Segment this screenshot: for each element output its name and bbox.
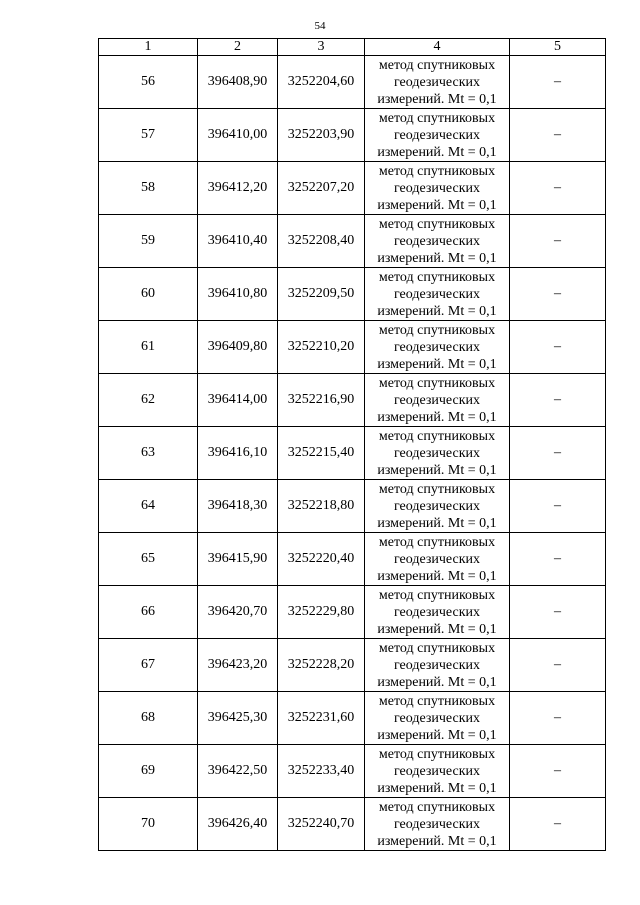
x-coordinate-cell: 396425,30 [198,692,278,745]
method-cell [365,109,510,162]
y-coordinate-cell: 3252208,40 [278,215,365,268]
coordinates-table [98,38,606,851]
x-coordinate-cell: 396415,90 [198,533,278,586]
method-cell [365,215,510,268]
point-number-cell: 64 [99,480,198,533]
table-row [99,745,606,798]
x-coordinate-cell: 396418,30 [198,480,278,533]
method-line: измерений. Mt = 0,1 [377,674,497,690]
point-number-cell: 63 [99,427,198,480]
method-line: измерений. Mt = 0,1 [377,250,497,266]
point-number-cell: 60 [99,268,198,321]
table-row [99,374,606,427]
method-cell [365,321,510,374]
y-coordinate-cell: 3252228,20 [278,639,365,692]
column-5-cell: – [510,109,606,162]
method-line: метод спутниковых [378,322,496,338]
x-coordinate-cell: 396426,40 [198,798,278,851]
header-cell-3: 3 [278,39,365,56]
method-line: измерений. Mt = 0,1 [377,515,497,531]
column-5-cell: – [510,162,606,215]
point-number-cell: 56 [99,56,198,109]
y-coordinate-cell: 3252207,20 [278,162,365,215]
header-row [99,39,606,56]
table-row [99,427,606,480]
column-5-cell: – [510,427,606,480]
column-5-cell: – [510,692,606,745]
method-line: геодезических [393,763,480,779]
x-coordinate-cell: 396420,70 [198,586,278,639]
method-line: геодезических [393,445,480,461]
point-number-cell: 68 [99,692,198,745]
table-row [99,480,606,533]
table-row [99,215,606,268]
table-row [99,798,606,851]
point-number-cell: 61 [99,321,198,374]
point-number-cell: 62 [99,374,198,427]
method-cell [365,639,510,692]
y-coordinate-cell: 3252229,80 [278,586,365,639]
method-line: измерений. Mt = 0,1 [377,462,497,478]
y-coordinate-cell: 3252204,60 [278,56,365,109]
method-cell [365,427,510,480]
method-cell [365,798,510,851]
method-line: метод спутниковых [378,587,496,603]
method-line: метод спутниковых [378,110,496,126]
point-number-cell: 67 [99,639,198,692]
method-line: измерений. Mt = 0,1 [377,621,497,637]
method-line: метод спутниковых [378,428,496,444]
method-line: измерений. Mt = 0,1 [377,197,497,213]
method-line: метод спутниковых [378,375,496,391]
method-line: геодезических [393,74,480,90]
method-line: геодезических [393,498,480,514]
table-body [99,39,606,851]
method-line: геодезических [393,180,480,196]
header-cell-1: 1 [99,39,198,56]
method-line: измерений. Mt = 0,1 [377,568,497,584]
point-number-cell: 70 [99,798,198,851]
x-coordinate-cell: 396410,40 [198,215,278,268]
column-5-cell: – [510,480,606,533]
x-coordinate-cell: 396412,20 [198,162,278,215]
column-5-cell: – [510,533,606,586]
method-line: метод спутниковых [378,269,496,285]
column-5-cell: – [510,215,606,268]
point-number-cell: 66 [99,586,198,639]
y-coordinate-cell: 3252216,90 [278,374,365,427]
table-row [99,162,606,215]
method-line: геодезических [393,127,480,143]
method-line: измерений. Mt = 0,1 [377,727,497,743]
method-line: метод спутниковых [378,693,496,709]
table-row [99,586,606,639]
method-line: метод спутниковых [378,216,496,232]
method-cell [365,533,510,586]
table-row [99,109,606,162]
method-cell [365,480,510,533]
method-line: геодезических [393,233,480,249]
method-line: геодезических [393,710,480,726]
method-line: геодезических [393,816,480,832]
y-coordinate-cell: 3252231,60 [278,692,365,745]
table-row [99,692,606,745]
method-line: измерений. Mt = 0,1 [377,780,497,796]
method-cell [365,374,510,427]
column-5-cell: – [510,798,606,851]
column-5-cell: – [510,374,606,427]
y-coordinate-cell: 3252240,70 [278,798,365,851]
method-cell [365,745,510,798]
method-line: метод спутниковых [378,481,496,497]
method-line: геодезических [393,657,480,673]
table-row [99,321,606,374]
method-line: измерений. Mt = 0,1 [377,144,497,160]
method-line: измерений. Mt = 0,1 [377,356,497,372]
point-number-cell: 59 [99,215,198,268]
method-line: метод спутниковых [378,746,496,762]
x-coordinate-cell: 396410,80 [198,268,278,321]
x-coordinate-cell: 396423,20 [198,639,278,692]
point-number-cell: 57 [99,109,198,162]
y-coordinate-cell: 3252203,90 [278,109,365,162]
column-5-cell: – [510,586,606,639]
method-line: измерений. Mt = 0,1 [377,91,497,107]
x-coordinate-cell: 396414,00 [198,374,278,427]
header-cell-2: 2 [198,39,278,56]
column-5-cell: – [510,268,606,321]
method-line: метод спутниковых [378,57,496,73]
method-line: геодезических [393,392,480,408]
y-coordinate-cell: 3252220,40 [278,533,365,586]
header-cell-4: 4 [365,39,510,56]
column-5-cell: – [510,321,606,374]
y-coordinate-cell: 3252210,20 [278,321,365,374]
method-cell [365,692,510,745]
y-coordinate-cell: 3252218,80 [278,480,365,533]
point-number-cell: 65 [99,533,198,586]
method-line: измерений. Mt = 0,1 [377,409,497,425]
table-row [99,56,606,109]
column-5-cell: – [510,639,606,692]
point-number-cell: 58 [99,162,198,215]
column-5-cell: – [510,745,606,798]
x-coordinate-cell: 396410,00 [198,109,278,162]
x-coordinate-cell: 396409,80 [198,321,278,374]
y-coordinate-cell: 3252209,50 [278,268,365,321]
table-row [99,533,606,586]
method-line: измерений. Mt = 0,1 [377,303,497,319]
x-coordinate-cell: 396408,90 [198,56,278,109]
method-line: метод спутниковых [378,640,496,656]
method-cell [365,586,510,639]
table-row [99,639,606,692]
method-line: метод спутниковых [378,163,496,179]
y-coordinate-cell: 3252215,40 [278,427,365,480]
method-line: геодезических [393,339,480,355]
method-line: геодезических [393,604,480,620]
page-number: 54 [314,20,326,32]
column-5-cell: – [510,56,606,109]
method-line: метод спутниковых [378,799,496,815]
method-cell [365,162,510,215]
method-line: измерений. Mt = 0,1 [377,833,497,849]
method-cell [365,56,510,109]
y-coordinate-cell: 3252233,40 [278,745,365,798]
table-row [99,268,606,321]
method-cell [365,268,510,321]
method-line: геодезических [393,551,480,567]
x-coordinate-cell: 396416,10 [198,427,278,480]
x-coordinate-cell: 396422,50 [198,745,278,798]
method-line: метод спутниковых [378,534,496,550]
header-cell-5: 5 [510,39,606,56]
method-line: геодезических [393,286,480,302]
point-number-cell: 69 [99,745,198,798]
